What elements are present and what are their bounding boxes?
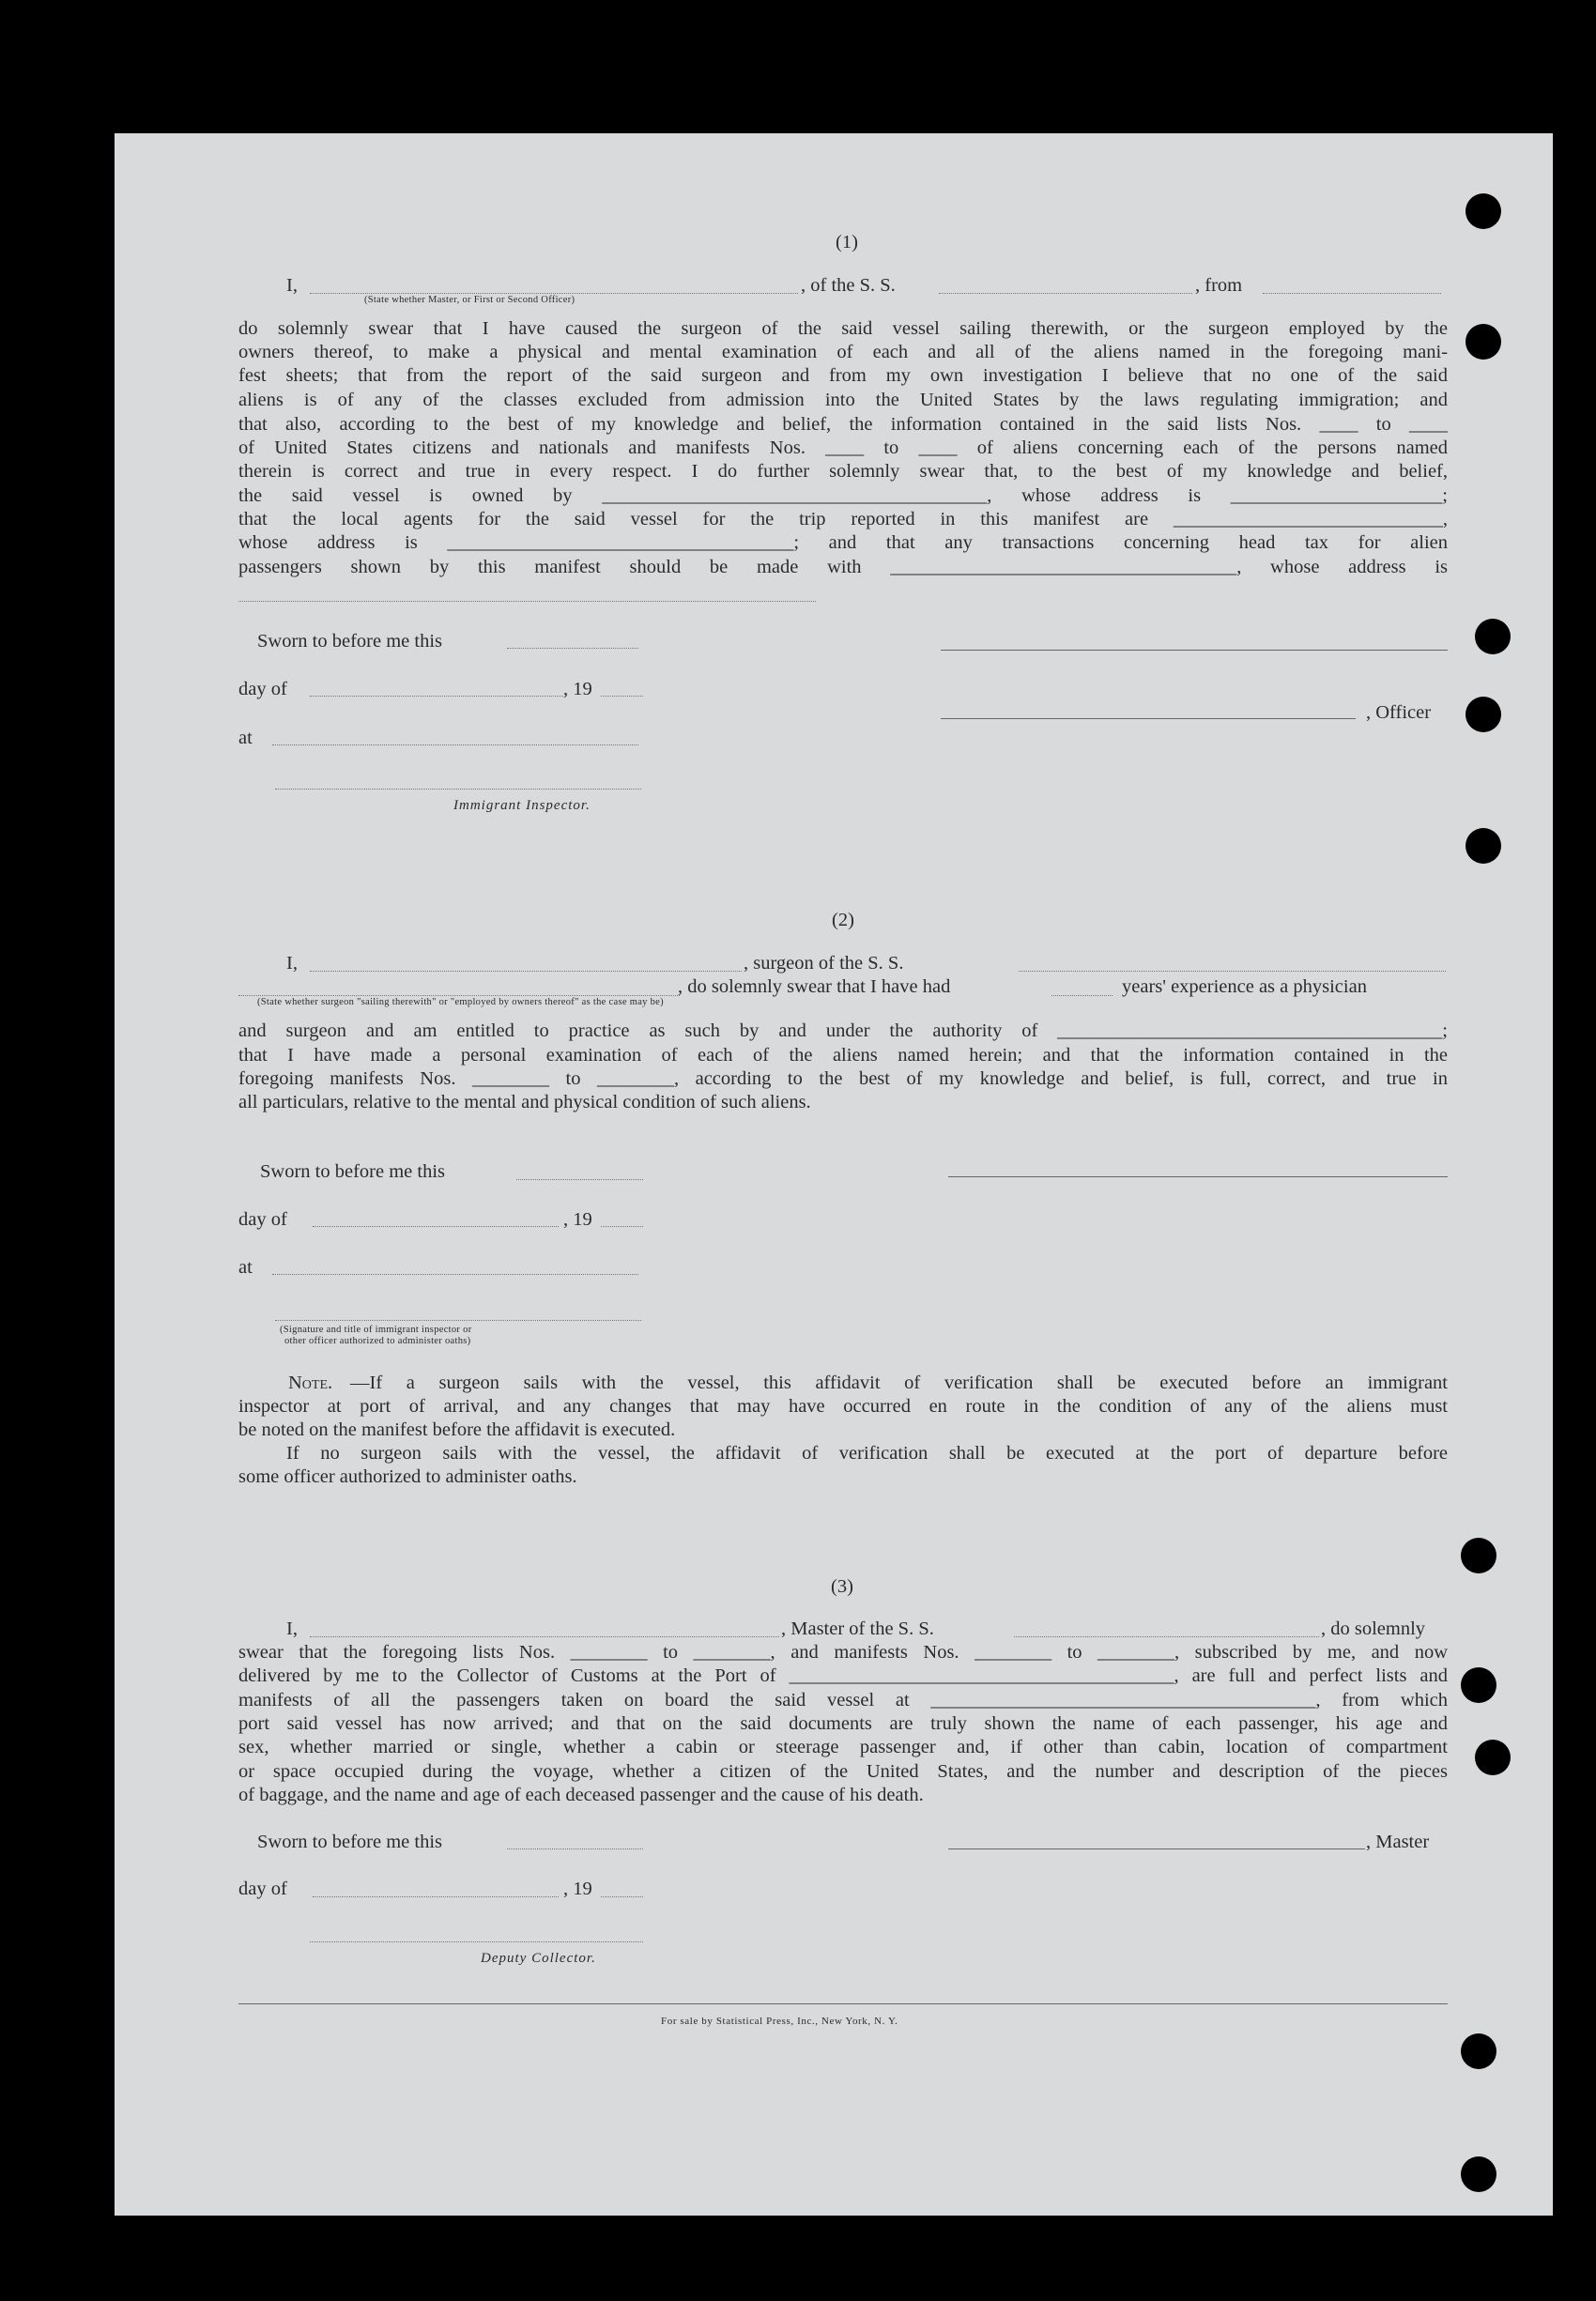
section-1-text-line: fest sheets; that from the report of the said surgeon and from my own investigation I believe that no one of the said [238, 365, 1448, 386]
printer-imprint: For sale by Statistical Press, Inc., New York, N. Y. [661, 2016, 898, 2027]
note-text-line: inspector at port of arrival, and any changes that may have occurred en route in the condition of any of the aliens must [238, 1396, 1448, 1417]
address-continuation-field[interactable] [238, 601, 816, 602]
day-of-field[interactable] [313, 1226, 559, 1227]
section-3-text-line: sex, whether married or single, whether a cabin or steerage passenger and, if other than cabin, location of compartment [238, 1737, 1448, 1757]
note-label: Note. [288, 1373, 333, 1393]
section-1-text-line: passengers shown by this manifest should be made with ____________________________________, whose address is [238, 557, 1448, 577]
punch-hole [1466, 193, 1501, 229]
do-solemnly-label: , do solemnly [1321, 1618, 1426, 1639]
section-2-text-line: foregoing manifests Nos. ________ to ________, according to the best of my knowledge and belief, is full, correct, and true in [238, 1068, 1448, 1089]
oath-lead: I, [286, 953, 298, 974]
surgeon-status-field[interactable] [238, 995, 680, 996]
at-place-field[interactable] [272, 744, 638, 745]
master-name-field[interactable] [310, 1636, 779, 1637]
punch-hole [1461, 1538, 1496, 1573]
signature-note: other officer authorized to administer oaths) [284, 1336, 471, 1346]
swear-label: , do solemnly swear that I have had [678, 976, 951, 997]
sworn-label: Sworn to before me this [260, 1161, 445, 1182]
section-2-text-line: and surgeon and am entitled to practice as such by and under the authority of ________________________________________; [238, 1020, 1448, 1041]
section-3-text-line: manifests of all the passengers taken on board the said vessel at ________________________________________, from which [238, 1690, 1448, 1710]
punch-hole [1466, 697, 1501, 732]
sworn-date-field[interactable] [507, 648, 638, 649]
punch-hole [1461, 2156, 1496, 2192]
day-of-label: day of [238, 1209, 287, 1230]
oath-lead: I, [286, 275, 298, 296]
year-label: , 19 [563, 1209, 592, 1230]
master-signature-line[interactable] [948, 1848, 1365, 1849]
sworn-label: Sworn to before me this [257, 631, 442, 652]
section-3-number: (3) [831, 1576, 853, 1597]
section-3-text-line: of baggage, and the name and age of each deceased passenger and the cause of his death. [238, 1785, 924, 1805]
year-field[interactable] [601, 1896, 643, 1897]
surgeon-of-label: , surgeon of the S. S. [744, 953, 904, 974]
officer-signature-line[interactable] [941, 718, 1356, 719]
section-3-text-line: or space occupied during the voyage, whether a citizen of the United States, and the number and description of the pieces [238, 1761, 1448, 1782]
officer-label: , Officer [1366, 702, 1432, 723]
day-of-label: day of [238, 679, 287, 699]
section-1-text-line: aliens is of any of the classes excluded from admission into the United States by the laws regulating immigration; and [238, 390, 1448, 410]
section-1-text-line: do solemnly swear that I have caused the surgeon of the said vessel sailing therewith, or the surgeon employed by the [238, 318, 1448, 339]
master-label: , Master [1366, 1832, 1430, 1852]
section-3-text-line: delivered by me to the Collector of Customs at the Port of ________________________________________, are full and perfect lists and [238, 1665, 1448, 1686]
section-3-text-line: swear that the foregoing lists Nos. ________ to ________, and manifests Nos. ________ to ________, subscribed by me, and now [238, 1642, 1448, 1663]
punch-hole [1466, 828, 1501, 864]
section-1-text-line: that also, according to the best of my knowledge and belief, the information contained in the said lists Nos. ____ to ____ [238, 414, 1448, 435]
year-field[interactable] [601, 1226, 643, 1227]
inspector-signature-line[interactable] [275, 789, 641, 790]
at-label: at [238, 728, 253, 748]
immigrant-inspector-label: Immigrant Inspector. [453, 798, 591, 813]
surgeon-name-field[interactable] [310, 971, 742, 972]
section-1-text-line: therein is correct and true in every respect. I do further solemnly swear that, to the best of my knowledge and belief, [238, 461, 1448, 482]
vessel-label: , of the S. S. [801, 275, 896, 296]
section-3-text-line: port said vessel has now arrived; and that on the said documents are truly shown the name of each passenger, his age and [238, 1713, 1448, 1734]
sworn-date-field[interactable] [516, 1179, 643, 1180]
section-1-number: (1) [836, 232, 858, 253]
master-of-label: , Master of the S. S. [781, 1618, 934, 1639]
note-text-line: some officer authorized to administer oaths. [238, 1466, 577, 1487]
note-text-line: —If a surgeon sails with the vessel, this affidavit of verification shall be executed before an immigrant [350, 1373, 1448, 1393]
years-field[interactable] [1051, 995, 1113, 996]
day-of-field[interactable] [313, 1896, 559, 1897]
section-2-text-line: that I have made a personal examination of each of the aliens named herein; and that the information contained in the [238, 1045, 1448, 1066]
oath-lead: I, [286, 1618, 298, 1639]
section-1-text-line: whose address is ____________________________________; and that any transactions concerning head tax for alien [238, 532, 1448, 553]
section-1-text-line: owners thereof, to make a physical and mental examination of each and all of the aliens named in the foregoing mani- [238, 342, 1448, 362]
at-place-field[interactable] [272, 1274, 638, 1275]
officer-name-field[interactable] [310, 293, 798, 294]
surgeon-status-note: (State whether surgeon "sailing therewith" or "employed by owners thereof" as the case may be) [257, 997, 664, 1007]
vessel-name-field[interactable] [1019, 971, 1446, 972]
section-2-number: (2) [832, 910, 854, 930]
years-label: years' experience as a physician [1122, 976, 1367, 997]
vessel-name-field[interactable] [939, 293, 1192, 294]
year-field[interactable] [601, 696, 643, 697]
year-label: , 19 [563, 679, 592, 699]
sworn-label: Sworn to before me this [257, 1832, 442, 1852]
punch-hole [1461, 2033, 1496, 2069]
vessel-name-field[interactable] [1014, 1636, 1319, 1637]
deputy-collector-label: Deputy Collector. [481, 1951, 596, 1966]
section-1-text-line: of United States citizens and nationals and manifests Nos. ____ to ____ of aliens concerning each of the persons named [238, 437, 1448, 458]
section-1-text-line: the said vessel is owned by ________________________________________, whose address is ______________________; [238, 485, 1448, 506]
punch-hole [1461, 1667, 1496, 1703]
day-of-field[interactable] [310, 696, 563, 697]
punch-hole [1466, 324, 1501, 360]
collector-signature-line[interactable] [310, 1941, 643, 1942]
note-text-line: If no surgeon sails with the vessel, the affidavit of verification shall be executed at the port of departure before [286, 1443, 1448, 1464]
note-text-line: be noted on the manifest before the affidavit is executed. [238, 1419, 676, 1440]
punch-hole [1475, 619, 1511, 654]
inspector-signature-line[interactable] [275, 1320, 641, 1321]
year-label: , 19 [563, 1879, 592, 1899]
surgeon-signature-line[interactable] [948, 1176, 1448, 1177]
officer-signature-line[interactable] [941, 650, 1448, 651]
section-1-text-line: that the local agents for the said vessel for the trip reported in this manifest are ____________________________, [238, 509, 1448, 529]
footer-rule [238, 2003, 1448, 2004]
from-label: , from [1195, 275, 1243, 296]
signature-note: (Signature and title of immigrant inspector or [280, 1325, 472, 1335]
section-2-text-line: all particulars, relative to the mental and physical condition of such aliens. [238, 1092, 811, 1112]
port-from-field[interactable] [1263, 293, 1441, 294]
officer-rank-note: (State whether Master, or First or Second Officer) [364, 295, 575, 305]
day-of-label: day of [238, 1879, 287, 1899]
punch-hole [1475, 1740, 1511, 1775]
sworn-date-field[interactable] [507, 1848, 643, 1849]
at-label: at [238, 1257, 253, 1278]
